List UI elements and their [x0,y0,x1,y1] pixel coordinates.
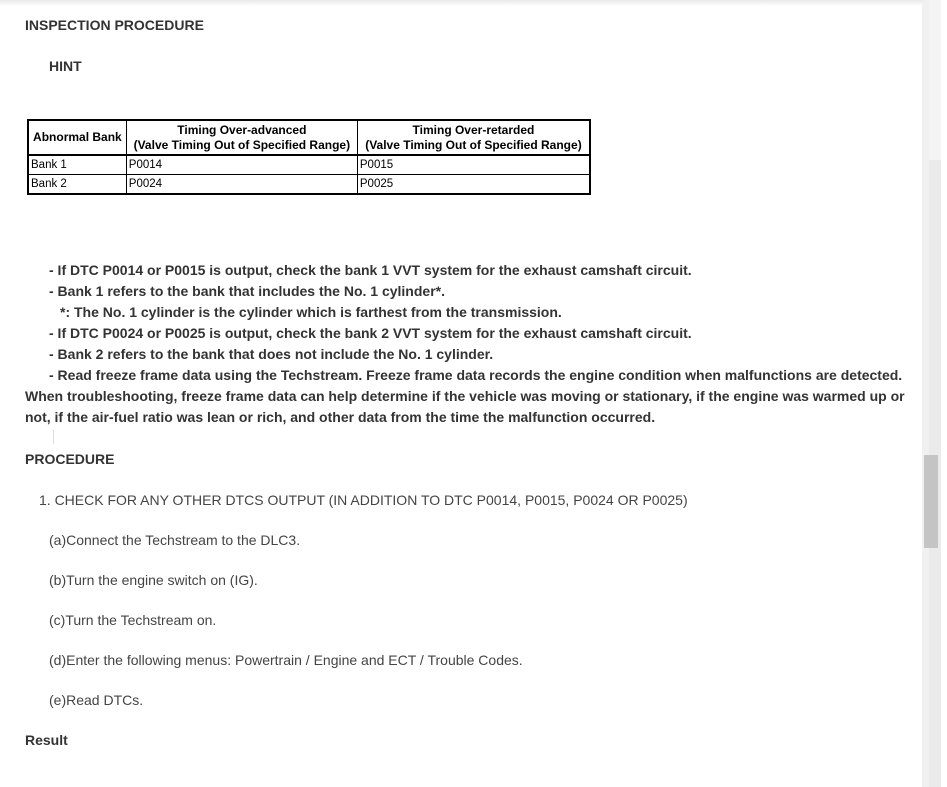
dtc-table [27,119,591,195]
substep-c: (c)Turn the Techstream on. [49,612,217,628]
note-item: - If DTC P0014 or P0015 is output, check the bank 1 VVT system for the exhaust camshaft circuit. [49,262,692,278]
procedure-step-1: 1. CHECK FOR ANY OTHER DTCS OUTPUT (IN ADDITION TO DTC P0014, P0015, P0024 OR P0025) [39,492,688,508]
note-item: - Bank 2 refers to the bank that does not include the No. 1 cylinder. [49,346,494,362]
cell-advanced-dtc: P0024 [126,175,357,195]
header-retarded-line1: Timing Over-retarded [412,122,535,137]
scrollbar-track-upper[interactable] [929,0,941,160]
header-abnormal-bank: Abnormal Bank [28,120,126,155]
cell-advanced-dtc: P0014 [126,155,357,175]
substep-e: (e)Read DTCs. [49,692,144,708]
cell-retarded-dtc: P0025 [357,175,590,195]
substep-d: (d)Enter the following menus: Powertrain / Engine and ECT / Trouble Codes. [49,652,523,668]
table-row [28,175,590,195]
procedure-heading: PROCEDURE [25,451,115,467]
top-shadow [0,0,922,6]
cell-retarded-dtc: P0015 [357,155,590,175]
scrollbar-thumb[interactable] [924,455,938,548]
header-retarded-line2: (Valve Timing Out of Specified Range) [365,137,582,152]
text-cursor-marker [53,430,54,444]
substep-a: (a)Connect the Techstream to the DLC3. [49,532,301,548]
header-timing-over-retarded [357,120,590,155]
result-label: Result [25,732,68,748]
table-header-row [28,120,590,155]
note-footnote: *: The No. 1 cylinder is the cylinder which is farthest from the transmission. [60,304,562,320]
window-edge [941,0,947,787]
hint-label: HINT [49,58,82,74]
cell-bank: Bank 1 [28,155,126,175]
substep-b: (b)Turn the engine switch on (IG). [49,572,258,588]
hint-notes [25,260,905,428]
note-item: - If DTC P0024 or P0025 is output, check the bank 2 VVT system for the exhaust camshaft circuit. [49,325,692,341]
header-timing-over-advanced [126,120,357,155]
note-item: - Read freeze frame data using the Techstream. Freeze frame data records the engine condition when malfunctions are detected. When troubleshooting, freeze frame data can help determine if the vehicle was moving or stationary, if the engine was warmed up or not, if the air-fuel ratio was lean or rich, and other data from the time the malfunction occurred. [25,367,905,425]
cell-bank: Bank 2 [28,175,126,195]
header-advanced-line2: (Valve Timing Out of Specified Range) [133,137,351,152]
note-item: - Bank 1 refers to the bank that includes the No. 1 cylinder*. [49,283,445,299]
header-advanced-line1: Timing Over-advanced [177,122,307,137]
table-row [28,155,590,175]
inspection-procedure-heading: INSPECTION PROCEDURE [25,17,204,33]
